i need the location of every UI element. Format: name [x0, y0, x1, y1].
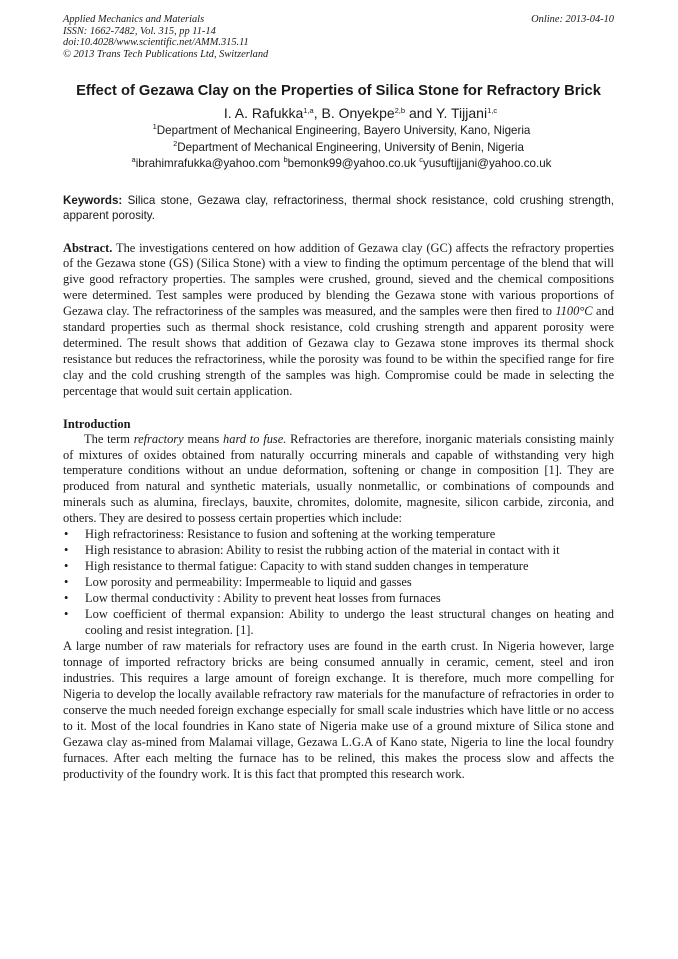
- list-item-text: High refractoriness: Resistance to fusion and softening at the working temperature: [85, 527, 496, 542]
- affiliation-marker: 2: [173, 138, 178, 148]
- property-list: [63, 527, 614, 639]
- list-item-text: Low porosity and permeability: Impermeable to liquid and gasses: [85, 575, 412, 590]
- list-item: [63, 591, 614, 607]
- intro-text: The term: [84, 431, 130, 446]
- paper-title: Effect of Gezawa Clay on the Properties of Silica Stone for Refractory Brick: [76, 83, 601, 99]
- keywords: [63, 193, 614, 224]
- author-affiliation-marker: 2,b: [394, 106, 406, 115]
- author-emails: [63, 156, 614, 173]
- list-item: [63, 575, 614, 591]
- email-marker: a: [131, 155, 136, 164]
- email-address: ibrahimrafukka@yahoo.com: [135, 157, 281, 170]
- abstract-text: The investigations centered on how addition of Gezawa clay (GC) affects the refractory properties of the Gezawa stone (GS) (Silica Stone) with a view to finding the optimum percentage of the blend that will give good refractory properties. The samples were crushed, ground, sieved and the chemical compositions were determined. Test samples were produced by blending the Gezawa stone with various proportions of Gezawa clay. The refractoriness of the samples was measured, and the samples were then fired to: [63, 240, 614, 319]
- keywords-label: Keywords:: [63, 193, 123, 207]
- journal-copyright: © 2013 Trans Tech Publications Ltd, Switzerland: [63, 48, 269, 60]
- intro-text: Refractories are therefore, inorganic materials consisting mainly of mixtures of oxides obtained from naturally occurring minerals and capable of withstanding very high temperature conditions without an undue deformation, softening or change in composition [1]. They are produced from natural and synthetic materials, usually nonmetallic, or combinations of compounds and minerals such as alumina, fireclays, bauxite, chromites, dolomite, magnesite, silicon carbide, zirconia, and others. They are desired to possess certain properties which include:: [63, 431, 615, 526]
- bullet-icon: •: [64, 527, 69, 542]
- author-separator: and: [405, 105, 436, 121]
- list-item: [63, 607, 614, 639]
- email-address: bemonk99@yahoo.co.uk: [287, 157, 417, 170]
- affiliation-text: Department of Mechanical Engineering, Bayero University, Kano, Nigeria: [156, 124, 531, 137]
- journal-doi: doi:10.4028/www.scientific.net/AMM.315.11: [63, 37, 249, 49]
- bullet-icon: •: [64, 575, 69, 590]
- affiliation: [63, 140, 614, 157]
- abstract: [63, 241, 614, 400]
- intro-paragraph: A large number of raw materials for refractory uses are found in the earth crust. In Nigeria however, large tonnage of imported refractory bricks are being consumed annually in ceramic, cement, steel and iron industries. This requires a large amount of foreign exchange. It is therefore, much more compelling for Nigeria to develop the locally available refractory raw materials for the manufacture of refractories in order to conserve the much needed foreign exchange especially for small scale industries which have little or no access to it. Most of the local foundries in Kano state of Nigeria make use of a ground mixture of Silica stone and Gezawa clay as-mined from Malamai village, Gezawa L.G.A of Kano state, Nigeria to line the local foundry furnaces. After each melting the furnace has to be relined, this makes the process slow and affects the productivity of the foundry work. It is this fact that prompted this research work.: [63, 638, 614, 781]
- email-marker: c: [419, 155, 424, 164]
- paper-page: [63, 14, 614, 783]
- journal-issn: ISSN: 1662-7482, Vol. 315, pp 11-14: [63, 25, 216, 37]
- author-name: Y. Tijjani: [435, 105, 488, 121]
- list-item-text: High resistance to thermal fatigue: Capacity to with stand sudden changes in temperature: [85, 559, 529, 574]
- section-heading: Introduction: [63, 416, 131, 431]
- keywords-text: Silica stone, Gezawa clay, refractoriness, thermal shock resistance, cold crushing strength, apparent porosity.: [63, 193, 614, 222]
- author-name: B. Onyekpe: [321, 105, 395, 121]
- list-item: [63, 527, 614, 543]
- author-list: [63, 104, 614, 122]
- intro-paragraph: [63, 432, 614, 528]
- intro-term: refractory: [133, 431, 184, 446]
- journal-name: Applied Mechanics and Materials: [63, 14, 205, 25]
- abstract-label: Abstract.: [63, 240, 113, 255]
- bullet-icon: •: [64, 591, 69, 606]
- list-item-text: Low thermal conductivity : Ability to prevent heat losses from furnaces: [85, 591, 441, 606]
- list-item: [63, 559, 614, 575]
- intro-emphasis: hard to fuse.: [223, 431, 287, 446]
- online-date: Online: 2013-04-10: [531, 14, 614, 25]
- list-item-text: High resistance to abrasion: Ability to resist the rubbing action of the material in contact with it: [85, 543, 560, 558]
- intro-text: means: [187, 431, 220, 446]
- abstract-text: and standard properties such as thermal shock resistance, cold crushing strength and apparent porosity were determined. The result shows that addition of Gezawa clay to Gezawa stone improves its thermal shock resistance but reduces the refractoriness, while the porosity was found to be within the specified range for fire clay and the cold crushing strength of the samples was high. Compromise could be made in selecting the percentage that would suit certain application.: [63, 304, 615, 398]
- bullet-icon: •: [64, 559, 69, 574]
- author-affiliation-marker: 1,a: [303, 106, 314, 115]
- bullet-icon: •: [64, 543, 69, 558]
- bullet-icon: •: [64, 607, 69, 622]
- affiliation-text: Department of Mechanical Engineering, University of Benin, Nigeria: [177, 140, 524, 154]
- author-affiliation-marker: 1,c: [487, 106, 498, 115]
- list-item: [63, 543, 614, 559]
- affiliation: [63, 123, 614, 140]
- journal-header: [63, 14, 614, 64]
- email-marker: b: [283, 155, 288, 164]
- author-name: I. A. Rafukka: [223, 105, 304, 121]
- abstract-temperature: 1100°C: [555, 304, 593, 319]
- affiliation-marker: 1: [152, 122, 157, 131]
- list-item-text: Low coefficient of thermal expansion: Ability to undergo the least structural changes on heating and cooling and resist integration. [1].: [85, 607, 614, 637]
- author-separator: ,: [313, 105, 322, 121]
- email-address: yusuftijjani@yahoo.co.uk: [423, 157, 552, 170]
